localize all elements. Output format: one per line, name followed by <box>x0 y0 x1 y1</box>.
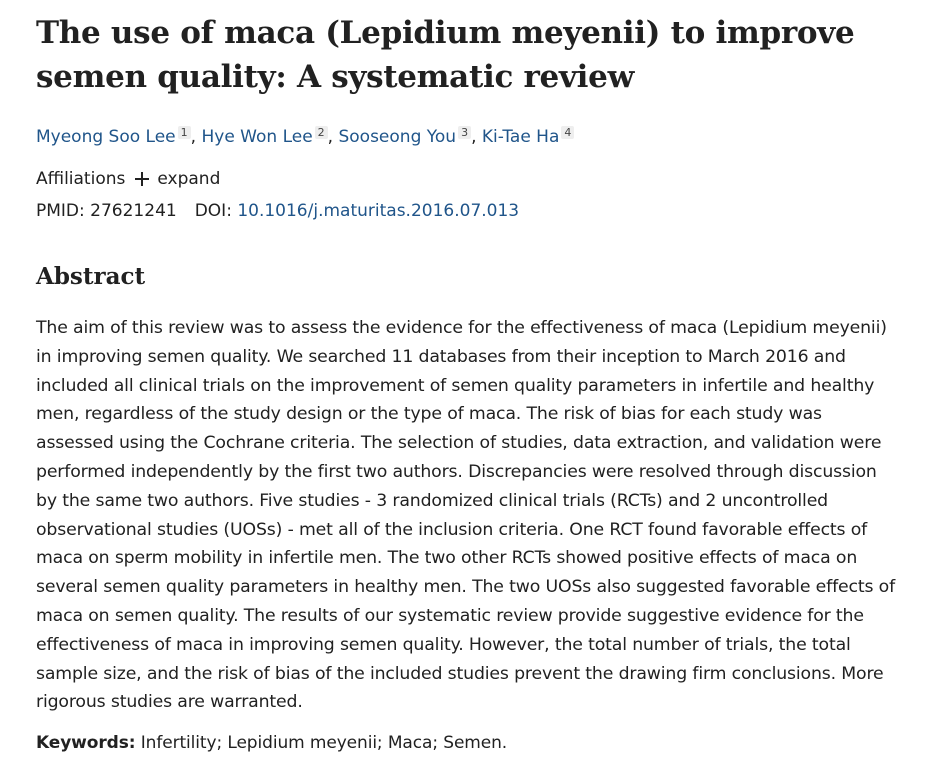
article-identifiers <box>36 199 906 223</box>
affiliations-label: Affiliations <box>36 169 126 189</box>
author-link[interactable]: Hye Won Lee <box>201 127 313 147</box>
affiliation-number[interactable]: 2 <box>315 126 328 139</box>
author-separator: , <box>471 127 482 147</box>
author-separator: , <box>327 127 339 147</box>
pmid-value: 27621241 <box>90 201 177 221</box>
keywords-value: Infertility; Lepidium meyenii; Maca; Semen. <box>140 733 508 754</box>
affiliations-row <box>36 167 906 191</box>
author-separator: , <box>190 127 202 147</box>
abstract-heading: Abstract <box>36 263 146 290</box>
doi-link[interactable]: 10.1016/j.maturitas.2016.07.013 <box>237 201 520 221</box>
author-list <box>36 125 906 149</box>
keywords-label: Keywords: <box>36 733 136 754</box>
author-link[interactable]: Myeong Soo Lee <box>36 127 176 147</box>
doi-label: DOI: <box>194 201 232 221</box>
affiliation-number[interactable]: 4 <box>561 126 574 139</box>
plus-icon <box>135 172 149 186</box>
pmid-label: PMID: <box>36 201 85 221</box>
abstract-text: The aim of this review was to assess the evidence for the effectiveness of maca (Lepidium meyenii) in improving semen quality. We searched 11 databases from their inception to March 2016 and included all clinical trials on the improvement of semen quality parameters in infertile and healthy men, regardless of the study design or the type of maca. The risk of bias for each study was assessed using the Cochrane criteria. The selection of studies, data extraction, and validation were performed independently by the first two authors. Discrepancies were resolved through discussion by the same two authors. Five studies - 3 randomized clinical trials (RCTs) and 2 uncontrolled observational studies (UOSs) - met all of the inclusion criteria. One RCT found favorable effects of maca on sperm mobility in infertile men. The two other RCTs showed positive effects of maca on several semen quality parameters in healthy men. The two UOSs also suggested favorable effects of maca on semen quality. The results of our systematic review provide suggestive evidence for the effectiveness of maca in improving semen quality. However, the total number of trials, the total sample size, and the risk of bias of the included studies prevent the drawing firm conclusions. More rigorous studies are warranted. <box>36 318 896 713</box>
expand-label: expand <box>157 169 221 189</box>
keywords <box>36 731 906 755</box>
affiliation-number[interactable]: 3 <box>458 126 471 139</box>
article-page <box>36 0 906 755</box>
affiliation-number[interactable]: 1 <box>178 126 191 139</box>
expand-affiliations-button[interactable] <box>135 167 220 191</box>
article-title: The use of maca (Lepidium meyenii) to improve semen quality: A systematic review <box>36 15 855 95</box>
author-link[interactable]: Ki-Tae Ha <box>481 127 560 147</box>
author-link[interactable]: Sooseong You <box>338 127 457 147</box>
